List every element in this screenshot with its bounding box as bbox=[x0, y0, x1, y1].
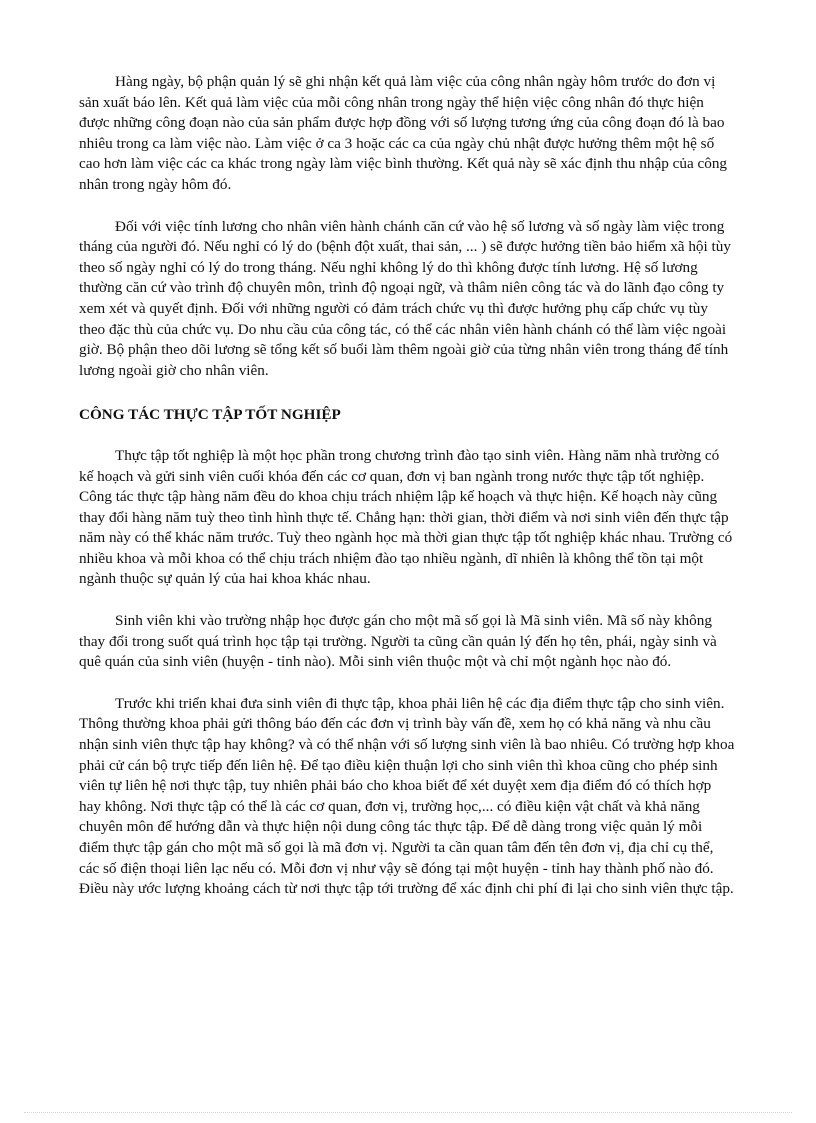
paragraph-admin-salary: Đối với việc tính lương cho nhân viên hành chánh căn cứ vào hệ số lương và số ngày làm việc trong tháng của người đó. Nếu nghỉ có lý do (bệnh đột xuất, thai sản, ... ) sẽ được hưởng tiền bảo hiểm xã hội tùy theo số ngày nghỉ có lý do trong tháng. Nếu nghỉ không lý do thì không được tính lương. Hệ số lương thường căn cứ vào trình độ chuyên môn, trình độ ngoại ngữ, và thâm niên công tác và do lãnh đạo công ty xem xét và quyết định. Đối với những người có đảm trách chức vụ thì được hưởng phụ cấp chức vụ tùy theo đặc thù của chức vụ. Do nhu cầu của công tác, có thể các nhân viên hành chánh có thể làm việc ngoài giờ. Bộ phận theo dõi lương sẽ tổng kết số buổi làm thêm ngoài giờ của từng nhân viên trong tháng để tính lương ngoài giờ cho nhân viên. bbox=[79, 217, 731, 379]
page-bottom-divider bbox=[24, 1112, 792, 1113]
paragraph-student-id: Sinh viên khi vào trường nhập học được gán cho một mã số gọi là Mã sinh viên. Mã số này không thay đổi trong suốt quá trình học tập tại trường. Người ta cũng cần quản lý đến họ tên, phái, ngày sinh và quê quán của sinh viên (huyện - tỉnh nào). Mỗi sinh viên thuộc một và chỉ một ngành học nào đó. bbox=[79, 612, 717, 671]
paragraph-daily-worker-results: Hàng ngày, bộ phận quản lý sẽ ghi nhận kết quả làm việc của công nhân ngày hôm trước do đơn vị sản xuất báo lên. Kết quả làm việc của mỗi công nhân trong ngày thể hiện việc công nhân đó thực hiện được những công đoạn nào của sản phẩm được hợp đồng với số lượng tương ứng của công đoạn đó là bao nhiêu trong ca làm việc nào. Làm việc ở ca 3 hoặc các ca của ngày chủ nhật được hưởng thêm một hệ số cao hơn làm việc các ca khác trong ngày làm việc bình thường. Kết quả này sẽ xác định thu nhập của công nhân trong ngày hôm đó. bbox=[79, 73, 728, 193]
section-heading-internship: CÔNG TÁC THỰC TẬP TỐT NGHIỆP bbox=[79, 406, 341, 424]
document-page bbox=[79, 72, 735, 900]
paragraph-internship-locations: Trước khi triển khai đưa sinh viên đi thực tập, khoa phải liên hệ các địa điểm thực tập cho sinh viên. Thông thường khoa phải gửi thông báo đến các đơn vị trình bày vấn đề, xem họ có khả năng và nhu cầu nhận sinh viên thực tập hay không? và có thể nhận với số lượng sinh viên là bao nhiêu. Có trường hợp khoa phải cử cán bộ trực tiếp đến liên hệ. Để tạo điều kiện thuận lợi cho sinh viên thì khoa cũng cho phép sinh viên tự liên hệ nơi thực tập, tuy nhiên phải báo cho khoa biết để xét duyệt xem địa điểm đó có thích hợp hay không. Nơi thực tập có thể là các cơ quan, đơn vị, trường học,... có điều kiện vật chất và khả năng chuyên môn để hướng dẫn và thực hiện nội dung công tác thực tập. Để dễ dàng trong việc quản lý mỗi điểm thực tập gán cho một mã số gọi là mã đơn vị. Người ta cần quan tâm đến tên đơn vị, địa chỉ cụ thể, các số điện thoại liên lạc nếu có. Mỗi đơn vị như vậy sẽ đóng tại một huyện - tỉnh hay thành phố nào đó. Điều này ước lượng khoảng cách từ nơi thực tập tới trường để xác định chi phí đi lại cho sinh viên thực tập. bbox=[79, 694, 735, 898]
paragraph-internship-plan: Thực tập tốt nghiệp là một học phần trong chương trình đào tạo sinh viên. Hàng năm nhà trường có kế hoạch và gửi sinh viên cuối khóa đến các cơ quan, đơn vị ban ngành trong nước thực tập tốt nghiệp. Công tác thực tập hàng năm đều do khoa chịu trách nhiệm lập kế hoạch và thực hiện. Kế hoạch này cũng thay đổi hàng năm tuỳ theo tình hình thực tế. Chẳng hạn: thời gian, thời điểm và nơi sinh viên đến thực tập năm này có thể khác năm trước. Tuỳ theo ngành học mà thời gian thực tập tốt nghiệp khác nhau. Trường có nhiều khoa và mỗi khoa có thể chịu trách nhiệm đào tạo nhiều ngành, dĩ nhiên là không thể tồn tại một ngành thuộc sự quản lý của hai khoa khác nhau. bbox=[79, 446, 733, 588]
